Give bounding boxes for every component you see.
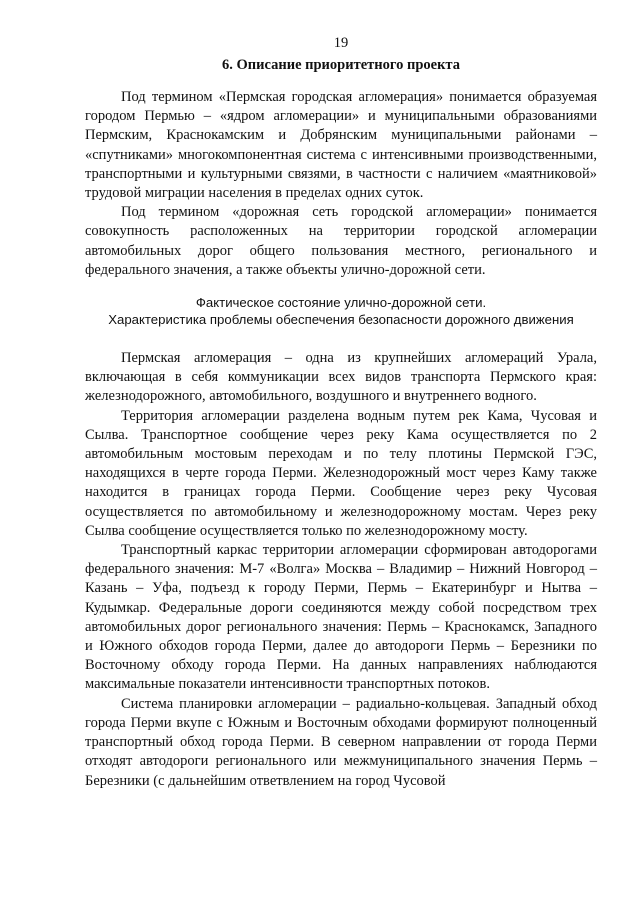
paragraph-gap	[85, 280, 597, 295]
document-page	[85, 34, 597, 791]
body-paragraph-2: Территория агломерации разделена водным путем рек Кама, Чусовая и Сылва. Транспортное сообщение через реку Кама осуществляется по 2 автомобильным мостовым переходам и по телу плотины Пермской ГЭС, находящихся в черте города Перми. Железнодорожный мост через Каму также находится в границах города Перми. Сообщение через реку Чусовая осуществляется по автомобильному и железнодорожному мостам. Через реку Сылва сообщение осуществляется только по железнодорожному мосту.	[85, 407, 597, 539]
body-paragraph-4: Система планировки агломерации – радиально-кольцевая. Западный обход города Перми вкупе с Южным и Восточным обходами формируют полноценный транспортный обход города Перми. В северном направлении от города Перми отходят автодороги регионального или межмуниципального значения Пермь – Березники (с дальнейшим ответвлением на город Чусовой	[85, 695, 597, 789]
body-paragraph-1: Пермская агломерация – одна из крупнейших агломераций Урала, включающая в себя коммуникации всех видов транспорта Пермского края: железнодорожного, автомобильного, воздушного и внутреннего водного.	[85, 350, 597, 405]
section-title: 6. Описание приоритетного проекта	[222, 57, 460, 73]
body-paragraph-3: Транспортный каркас территории агломерации сформирован автодорогами федерального значения: М-7 «Волга» Москва – Владимир – Нижний Новгород – Казань – Уфа, подъезд к городу Перми, Пермь – Екатеринбург и Нытва – Кудымкар. Федеральные дороги соединяются между собой посредством трех автомобильных дорог регионального значения: Пермь – Краснокамск, Западного и Южного обходов города Перми, далее до автодороги Пермь – Березники по Восточному обходу города Перми. На данных направлениях наблюдаются максимальные показатели интенсивности транспортных потоков.	[85, 542, 597, 693]
intro-paragraph-1: Под термином «Пермская городская агломерация» понимается образуемая городом Пермью – «ядром агломерации» и муниципальными образованиями Пермским, Краснокамским и Добрянским муниципальными районами – «спутниками» многокомпонентная система с интенсивными производственными, транспортными и культурными связями, в частности с наличием «маятниковой» трудовой миграции населения в пределах одних суток.	[85, 89, 597, 202]
subheading-line-1: Фактическое состояние улично-дорожной сети.	[195, 295, 487, 311]
page-number: 19	[333, 35, 349, 51]
intro-paragraph-2: Под термином «дорожная сеть городской агломерации» понимается совокупность расположенных на территории городской агломерации автомобильных дорог общего пользования местного, регионального и федерального значения, а также объекты улично-дорожной сети.	[85, 204, 597, 278]
subheading	[85, 295, 597, 328]
subheading-line-2: Характеристика проблемы обеспечения безопасности дорожного движения	[108, 311, 574, 327]
